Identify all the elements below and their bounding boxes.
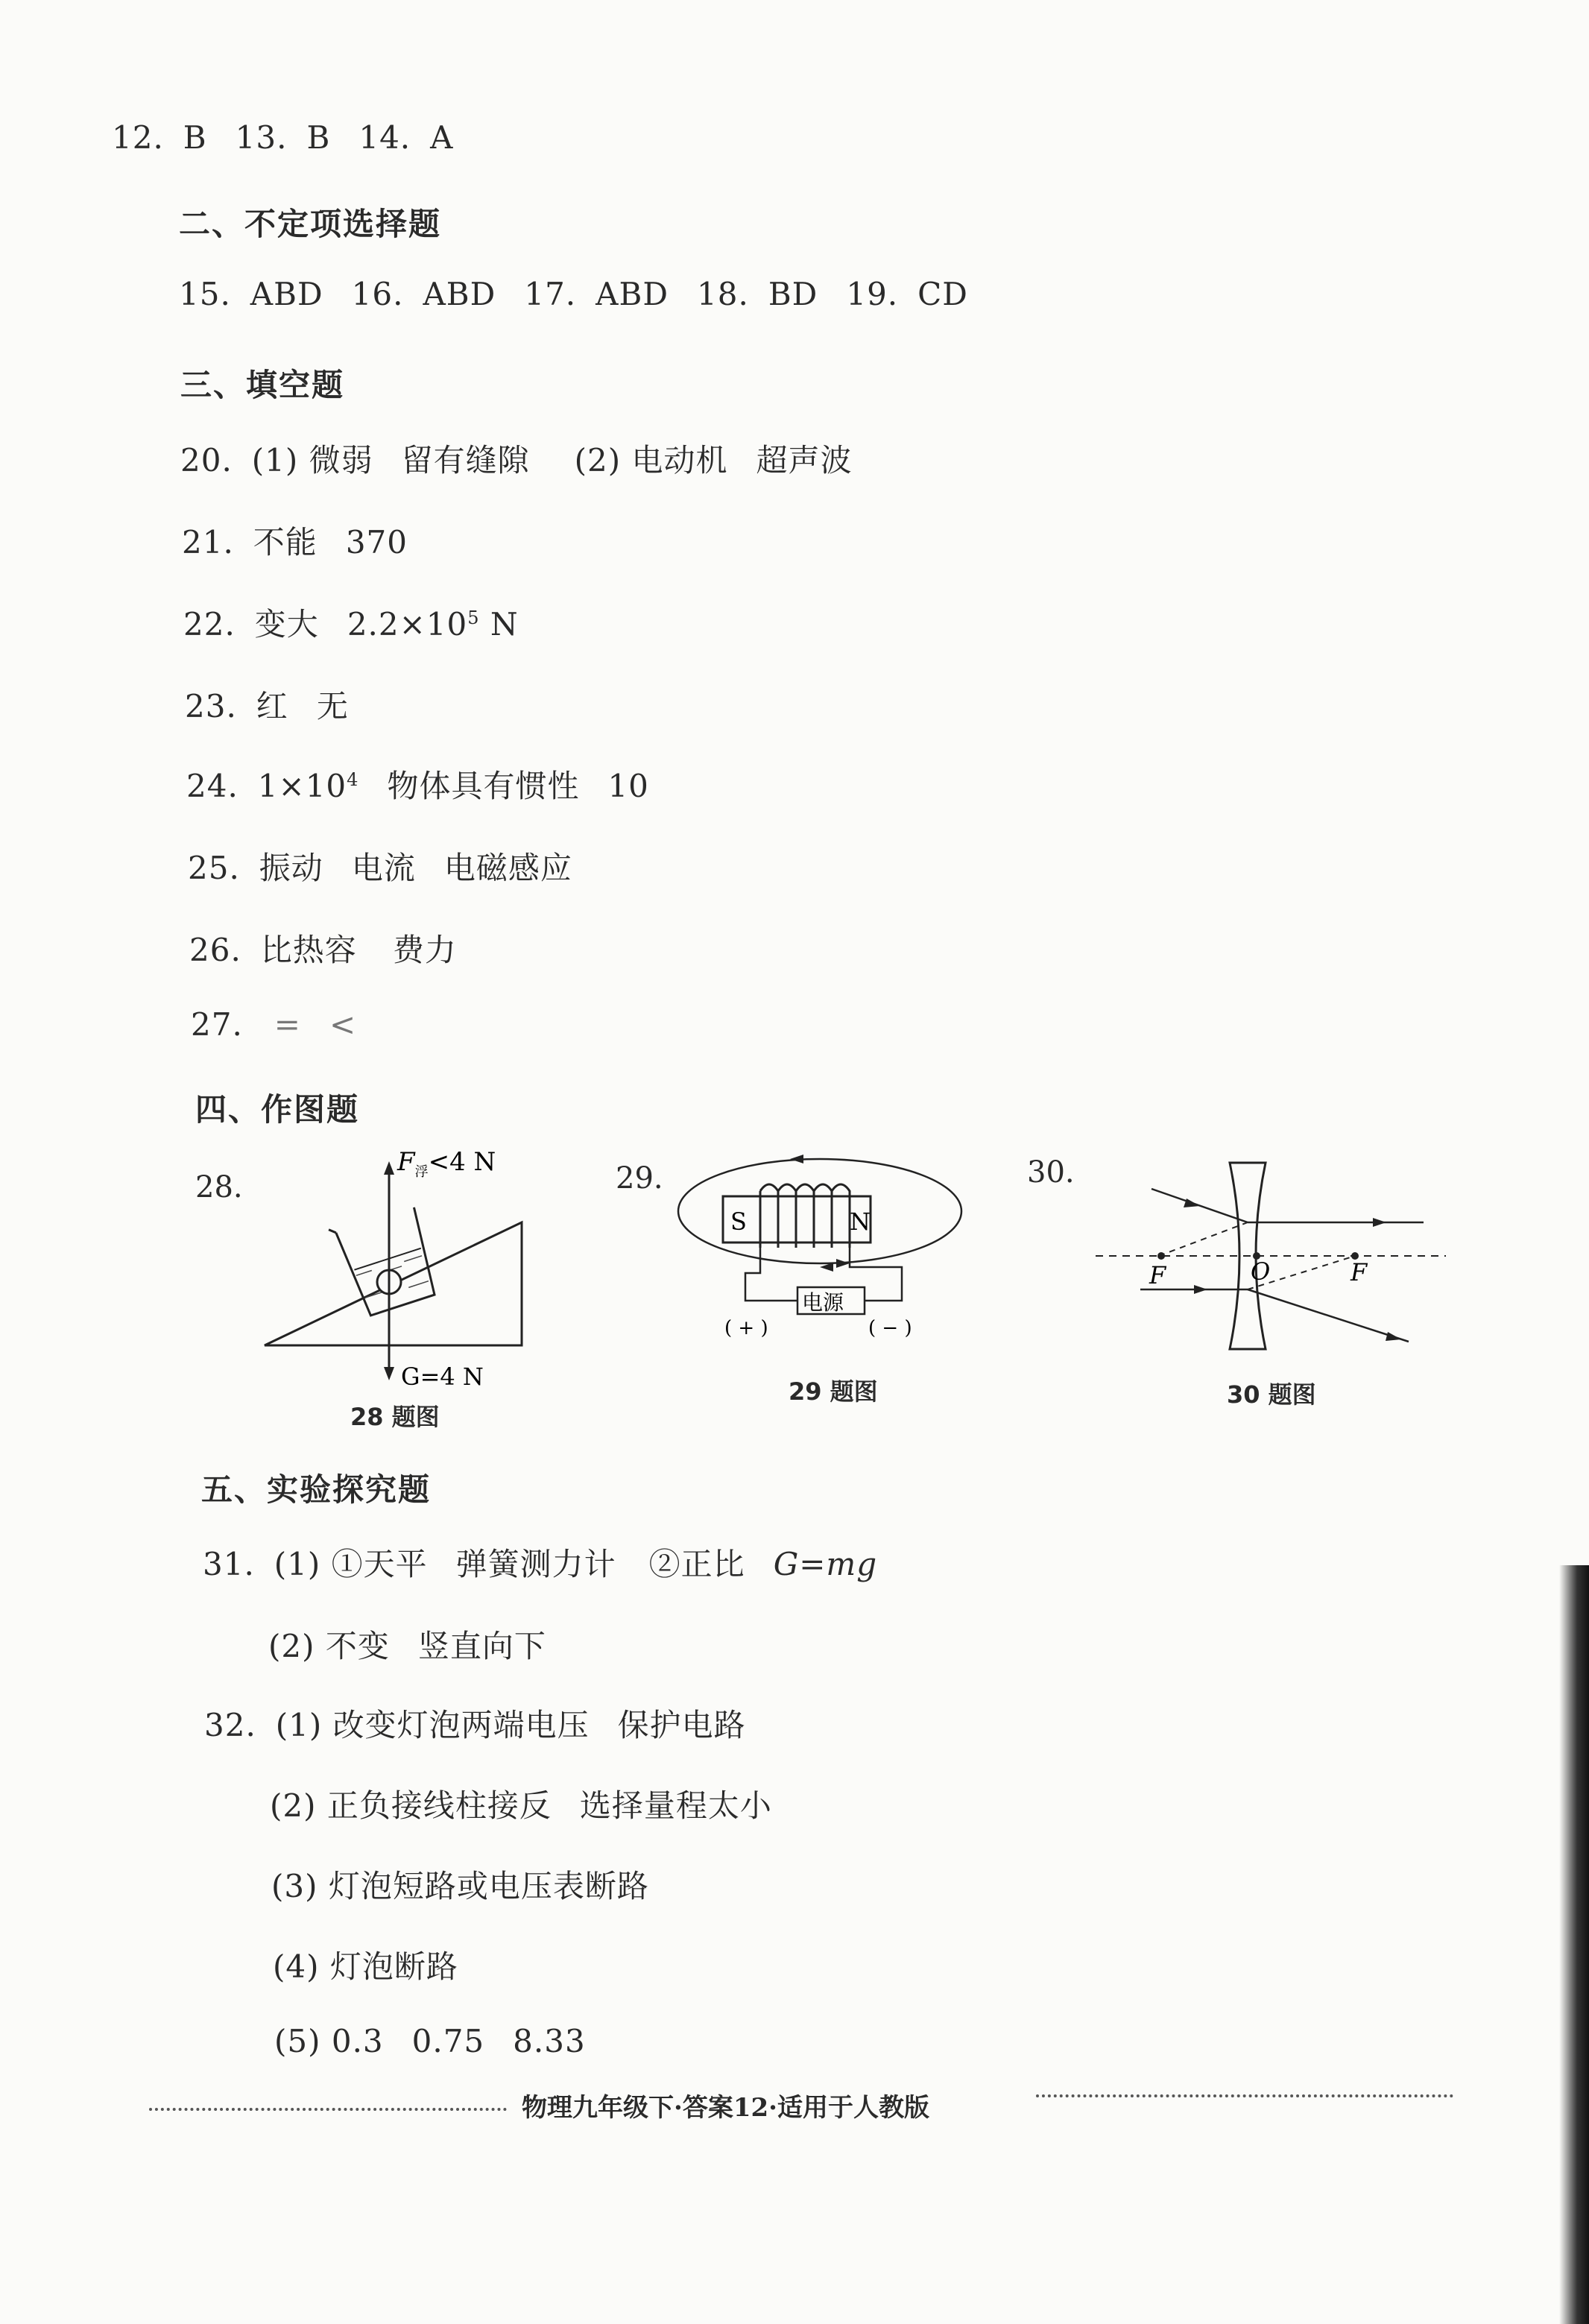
footer-divider-left	[149, 2108, 507, 2111]
focal-point-left	[1157, 1252, 1165, 1260]
answer-text: 费力	[392, 932, 457, 968]
question-number: 32.	[204, 1707, 256, 1743]
figure-caption-29: 29 题图	[789, 1377, 878, 1406]
answer-text: 保护电路	[617, 1707, 746, 1743]
answer-text: 2.2×10	[347, 606, 468, 642]
answer-line-31-2	[268, 1622, 546, 1667]
answer-text: 电流	[351, 850, 416, 886]
focal-right-label: F	[1351, 1258, 1368, 1286]
answer-text: 物体具有惯性	[387, 768, 580, 804]
figure-caption-28: 28 题图	[350, 1403, 440, 1431]
incident-ray-1	[1152, 1189, 1248, 1222]
figure-29-diagram	[671, 1148, 969, 1342]
scan-edge-shadow	[1559, 1565, 1589, 2324]
answer-text: (1) ①天平	[274, 1546, 428, 1582]
answer-line-20	[180, 436, 853, 481]
section-heading-2: 二、不定项选择题	[179, 206, 442, 242]
answer-text: (1) 改变灯泡两端电压	[275, 1707, 590, 1743]
answer-text: (2) 电动机	[574, 442, 728, 479]
extension-line-1	[1159, 1222, 1248, 1256]
gravity-label: G=4 N	[401, 1362, 484, 1386]
exponent: 5	[467, 607, 480, 628]
power-source-label: 电源	[802, 1290, 844, 1315]
exponent: 4	[347, 769, 359, 790]
answer-line-32-5	[274, 2023, 586, 2059]
answer-text: 无	[316, 688, 349, 724]
question-number: 25.	[188, 850, 240, 886]
answer-text: (1) 微弱	[251, 442, 373, 479]
answer-text: ②正比	[648, 1546, 745, 1582]
answer-line-15-19	[179, 276, 968, 312]
question-number: 21.	[182, 524, 234, 561]
section-heading-5: 五、实验探究题	[201, 1471, 432, 1508]
answer-text: ABD	[250, 276, 323, 312]
beaker	[329, 1202, 441, 1319]
answer-text: 10	[607, 768, 649, 804]
answer-line-31-1	[203, 1540, 877, 1585]
pole-n-label: N	[850, 1207, 871, 1236]
answer-line-12-14	[112, 119, 453, 156]
buoyancy-label: $F_浮<4$ N	[397, 1148, 496, 1180]
formula: G=mg	[773, 1546, 878, 1582]
answer-text: (3) 灯泡短路或电压表断路	[271, 1868, 649, 1904]
footer-text: 物理九年级下·答案12·适用于人教版	[522, 2093, 929, 2123]
optical-center-label: O	[1251, 1257, 1271, 1286]
question-number: 26.	[189, 932, 241, 968]
answer-text: <	[329, 1006, 357, 1043]
positive-terminal: ( + )	[724, 1317, 768, 1339]
figure-number-28: 28.	[195, 1170, 243, 1204]
section-heading-4: 四、作图题	[195, 1091, 360, 1128]
page-footer	[142, 2087, 1468, 2132]
answer-text: (2) 不变	[268, 1628, 390, 1664]
question-number: 22.	[183, 606, 236, 642]
answer-line-25	[188, 844, 572, 888]
answer-text: 1×10	[257, 768, 347, 804]
answer-line-32-1	[204, 1701, 746, 1746]
footer-divider-right	[1036, 2094, 1453, 2097]
question-number: 24.	[186, 768, 238, 804]
answer-text: 比热容	[260, 932, 357, 968]
question-number: 13.	[235, 119, 288, 156]
focal-left-label: F	[1149, 1261, 1166, 1289]
answer-text: 超声波	[756, 442, 853, 479]
buoyancy-arrowhead	[384, 1161, 394, 1175]
answer-text: BD	[768, 276, 818, 312]
gravity-arrowhead	[384, 1367, 394, 1380]
answer-text: (2) 正负接线柱接反	[270, 1787, 552, 1824]
answer-text: 选择量程太小	[579, 1787, 772, 1824]
figure-30-diagram	[1088, 1148, 1453, 1364]
answer-text: =	[274, 1006, 301, 1043]
question-number: 16.	[351, 276, 404, 312]
answer-text: A	[430, 119, 454, 156]
answer-text: 变大	[254, 606, 319, 642]
answer-text: N	[479, 606, 519, 642]
answer-text: (5) 0.3	[274, 2023, 384, 2059]
question-number: 23.	[185, 688, 237, 724]
figure-caption-30: 30 题图	[1227, 1380, 1316, 1409]
question-number: 31.	[203, 1546, 255, 1582]
answer-text: 留有缝隙	[401, 442, 530, 479]
answer-line-26	[189, 926, 457, 970]
answer-text: 370	[345, 524, 408, 561]
section-heading-3: 三、填空题	[180, 367, 345, 403]
answer-line-21	[182, 518, 408, 563]
answer-line-27	[191, 1006, 356, 1043]
answer-text: 不能	[253, 524, 318, 561]
question-number: 20.	[180, 442, 233, 479]
question-number: 18.	[697, 276, 749, 312]
answer-text: 弹簧测力计	[455, 1546, 616, 1582]
answer-text: 0.75	[411, 2023, 485, 2059]
answer-line-32-4	[273, 1942, 458, 1987]
question-number: 17.	[524, 276, 577, 312]
answer-text: ABD	[423, 276, 496, 312]
question-number: 14.	[358, 119, 411, 156]
negative-terminal: ( − )	[868, 1317, 912, 1339]
answer-text: B	[306, 119, 331, 156]
question-number: 19.	[846, 276, 899, 312]
answer-text: (4) 灯泡断路	[273, 1948, 458, 1985]
answer-text: 电磁感应	[443, 850, 572, 886]
answer-line-32-2	[270, 1781, 772, 1826]
answer-text: 红	[256, 688, 288, 724]
figure-number-30: 30.	[1027, 1155, 1075, 1190]
question-number: 15.	[179, 276, 231, 312]
answer-line-23	[185, 682, 349, 727]
figure-number-29: 29.	[616, 1161, 663, 1196]
answer-text: CD	[917, 276, 968, 312]
answer-line-22	[183, 600, 519, 645]
answer-text: B	[183, 119, 207, 156]
answer-text: 竖直向下	[417, 1628, 546, 1664]
answer-text: ABD	[596, 276, 669, 312]
figure-28-diagram	[253, 1148, 537, 1386]
pole-s-label: S	[730, 1207, 747, 1236]
question-number: 12.	[112, 119, 164, 156]
answer-line-32-3	[271, 1862, 649, 1907]
question-number: 27.	[191, 1006, 243, 1043]
answer-text: 振动	[259, 850, 323, 886]
refracted-ray-2	[1248, 1289, 1409, 1342]
answer-line-24	[186, 762, 649, 806]
answer-text: 8.33	[513, 2023, 586, 2059]
